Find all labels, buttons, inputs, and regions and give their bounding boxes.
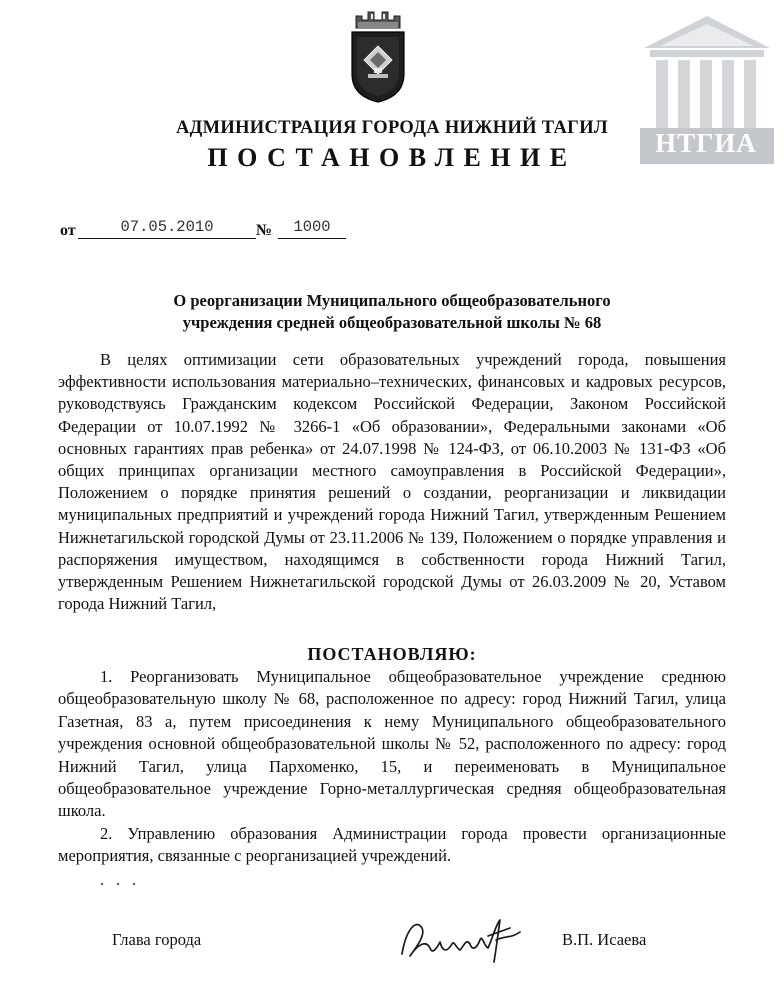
subject-line-2: учреждения средней общеобразовательной школы № 68	[182, 313, 602, 332]
organization-title: АДМИНИСТРАЦИЯ ГОРОДА НИЖНИЙ ТАГИЛ	[175, 118, 609, 138]
number-label: №	[256, 222, 273, 239]
signatory-name: В.П. Исаева	[562, 930, 647, 949]
preamble-paragraph: В целях оптимизации сети образовательных учреждений города, повышения эффективности использования материально–технических, финансовых и кадровых ресурсов, руководствуясь Гражданским кодексом Российской Федерации, Законом Российской Федерации от 10.07.1992 № 3266-1 «Об образовании», Федеральными законами «Об основных гарантиях прав ребенка» от 24.07.1998 № 124-ФЗ, от 06.10.2003 № 131-ФЗ «Об общих принципах организации местного самоуправления в Российской Федерации», Положением о порядке принятия решений о создании, реорганизации и ликвидации муниципальных предприятий и учреждений города Нижний Тагил, утвержденным Решением Нижнетагильской городской Думы от 23.11.2006 № 139, Положением о порядке управления и распоряжения имуществом, находящимся в собственности города Нижний Тагил, утвержденным Решением Нижнетагильской городской Думы от 26.03.2009 № 20, Уставом города Нижний Тагил,	[58, 350, 726, 614]
subject-line-1: О реорганизации Муниципального общеобразовательного	[173, 291, 611, 310]
document-type-title: ПОСТАНОВЛЕНИЕ	[207, 143, 577, 172]
handwritten-signature	[396, 910, 528, 968]
decree-item-1: 1. Реорганизовать Муниципальное общеобразовательное учреждение среднюю общеобразовательную школу № 68, расположенное по адресу: город Нижний Тагил, улица Газетная, 83 а, путем присоединения к нему Муниципального общеобразовательного учреждения основной общеобразовательной школы № 52, расположенного по адресу: город Нижний Тагил, улица Пархоменко, 15, и переименовать в Муниципальное общеобразовательное учреждение Горно-металлургическая средняя общеобразовательная школа.	[58, 667, 726, 821]
decree-items	[58, 666, 726, 868]
archive-watermark-text: НТГИА	[655, 128, 757, 158]
signatory-role: Глава города	[112, 930, 202, 949]
date-value: 07.05.2010	[78, 217, 256, 239]
decree-item-2: 2. Управлению образования Администрации города провести организационные мероприятия, связанные с реорганизацией учреждений.	[58, 823, 726, 866]
coat-of-arms-emblem	[346, 8, 410, 104]
number-value: 1000	[278, 217, 346, 239]
preamble-block	[58, 349, 726, 615]
omission-ellipsis: . . .	[100, 872, 140, 889]
date-label: от	[60, 222, 76, 239]
decree-heading: ПОСТАНОВЛЯЮ:	[307, 644, 477, 664]
document-subject	[0, 290, 784, 334]
